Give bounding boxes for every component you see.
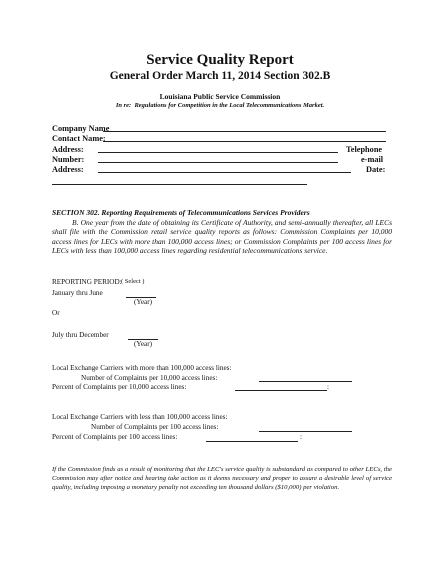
large-percent-field[interactable] (235, 390, 327, 391)
agency-name: Louisiana Public Service Commission (159, 92, 281, 101)
year-caption-1: (Year) (134, 298, 153, 306)
small-percent-label: Percent of Complaints per 100 access lines: (52, 433, 178, 441)
report-title: Service Quality Report (146, 52, 294, 68)
company-name-label: Company Name (52, 124, 110, 133)
small-number-field[interactable] (259, 431, 352, 432)
large-number-field[interactable] (259, 381, 352, 382)
year-caption-2: (Year) (134, 340, 153, 348)
number-field[interactable] (98, 162, 338, 163)
in-re-line (0, 102, 440, 109)
section-heading: SECTION 302. Reporting Requirements of Telecommunications Services Providers (52, 208, 310, 217)
small-number-label: Number of Complaints per 100 access lines: (91, 423, 219, 431)
section-body: B. One year from the date of obtaining its Certificate of Authority, and semi-annually thereafter, all LECs shall file with the Commission retail service quality reports as follows: Commission Complaints per 10,000 access lines for LECs with more than 100,000 access lines; or Commission Complaints per 100 access lines for LECs with less than 100,000 access lines regarding residential telecommunications service. (52, 217, 392, 256)
address-label: Address: (52, 145, 84, 154)
small-lec-heading: Local Exchange Carriers with less than 100,000 access lines: (52, 413, 228, 421)
second-address-label: Address: (52, 165, 84, 174)
report-subtitle: General Order March 11, 2014 Section 302.B (109, 70, 331, 82)
separator-line (52, 184, 307, 185)
small-percent-field[interactable] (206, 441, 298, 442)
large-number-label: Number of Complaints per 10,000 access lines: (81, 374, 218, 382)
contact-name-label: Contact Name: (52, 134, 106, 143)
select-dropdown[interactable]: ( Select ) (121, 278, 145, 285)
or-label: Or (52, 309, 60, 317)
reporting-period-label: REPORTING PERIOD: (52, 278, 122, 286)
company-name-field[interactable] (103, 131, 386, 132)
in-re-text: Regulations for Competition in the Local Telecommunications Market. (134, 102, 325, 109)
large-percent-colon: : (327, 383, 329, 391)
contact-name-field[interactable] (103, 141, 386, 142)
email-label: e-mail (361, 155, 384, 164)
large-lec-heading: Local Exchange Carriers with more than 100,000 access lines: (52, 364, 232, 372)
number-label: Number: (52, 155, 85, 164)
section-302 (52, 208, 392, 256)
large-percent-label: Percent of Complaints per 10,000 access lines: (52, 383, 187, 391)
in-re-label: In re: (115, 102, 132, 109)
second-address-field[interactable] (98, 172, 351, 173)
july-dec-label: July thru December (52, 331, 109, 339)
jan-june-label: January thru June (52, 289, 103, 297)
footer-notice: If the Commission finds as a result of monitoring that the LEC's service quality is substandard as compared to other LECs, the Commission may after notice and hearing take action as it deems necessary and proper to assure a desirable level of service quality, including imposing a monetary penalty not exceeding ten thousand dollars ($10,000) per violation. (52, 466, 392, 491)
date-label: Date: (366, 165, 386, 174)
telephone-label: Telephone (346, 145, 383, 154)
address-field[interactable] (98, 152, 338, 153)
small-percent-colon: : (300, 433, 302, 441)
